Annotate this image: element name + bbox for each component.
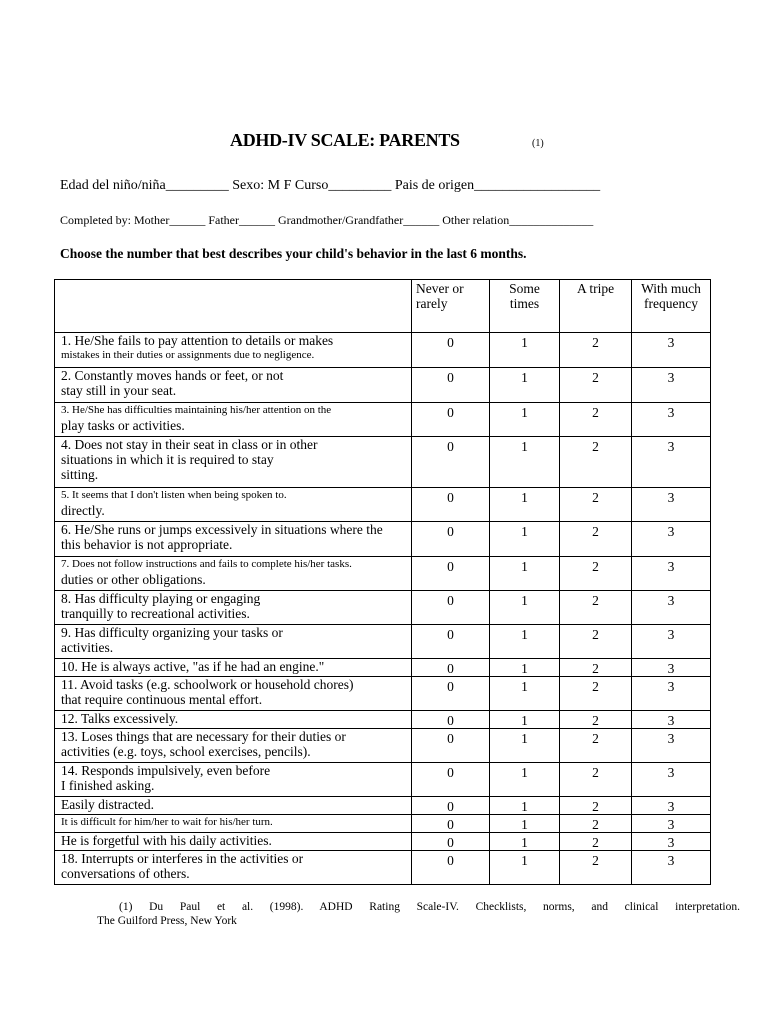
- score-cell[interactable]: 1: [490, 659, 560, 677]
- score-cell[interactable]: 2: [560, 625, 632, 659]
- score-cell[interactable]: 3: [632, 729, 711, 763]
- score-cell[interactable]: 2: [560, 557, 632, 591]
- score-cell[interactable]: 0: [412, 437, 490, 488]
- score-cell[interactable]: 1: [490, 797, 560, 815]
- item-text-cell: [55, 711, 412, 729]
- score-cell[interactable]: 3: [632, 711, 711, 729]
- col-header-never: Never or rarely: [412, 280, 490, 333]
- item-text-line: He is forgetful with his daily activities.: [61, 833, 272, 848]
- score-cell[interactable]: 3: [632, 557, 711, 591]
- score-cell[interactable]: 0: [412, 763, 490, 797]
- score-cell[interactable]: 0: [412, 833, 490, 851]
- table-row: [55, 763, 711, 797]
- score-cell[interactable]: 3: [632, 488, 711, 522]
- table-row: [55, 711, 711, 729]
- item-text-line: directly.: [61, 503, 105, 518]
- score-cell[interactable]: 1: [490, 522, 560, 557]
- table-row: [55, 833, 711, 851]
- score-cell[interactable]: 2: [560, 368, 632, 403]
- header-row: [55, 280, 711, 333]
- item-text-line: activities.: [61, 640, 114, 655]
- footnote: [97, 900, 740, 928]
- item-text-cell: [55, 522, 412, 557]
- item-text-cell: [55, 677, 412, 711]
- item-text-line: 5. It seems that I don't listen when being spoken to.: [61, 489, 287, 501]
- item-text-line: 7. Does not follow instructions and fails to complete his/her tasks.: [61, 558, 352, 570]
- score-cell[interactable]: 0: [412, 815, 490, 833]
- item-text-line: 3. He/She has difficulties maintaining his/her attention on the: [61, 404, 332, 416]
- item-text-line: 1. He/She fails to pay attention to details or makes: [61, 333, 334, 348]
- score-cell[interactable]: 2: [560, 797, 632, 815]
- score-cell[interactable]: 2: [560, 488, 632, 522]
- score-cell[interactable]: 2: [560, 677, 632, 711]
- rating-table: [54, 279, 711, 885]
- item-text-cell: [55, 488, 412, 522]
- item-text-line: tranquilly to recreational activities.: [61, 606, 250, 621]
- item-text-line: sitting.: [61, 467, 99, 482]
- score-cell[interactable]: 1: [490, 488, 560, 522]
- score-cell[interactable]: 1: [490, 557, 560, 591]
- item-text-line: stay still in your seat.: [61, 383, 177, 398]
- table-row: [55, 851, 711, 885]
- table-row: [55, 797, 711, 815]
- item-text-cell: [55, 557, 412, 591]
- score-cell[interactable]: 3: [632, 403, 711, 437]
- score-cell[interactable]: 0: [412, 851, 490, 885]
- score-cell[interactable]: 2: [560, 815, 632, 833]
- score-cell[interactable]: 2: [560, 763, 632, 797]
- item-text-line: 14. Responds impulsively, even before: [61, 763, 271, 778]
- score-cell[interactable]: 3: [632, 368, 711, 403]
- score-cell[interactable]: 1: [490, 729, 560, 763]
- table-row: [55, 625, 711, 659]
- item-text-cell: [55, 833, 412, 851]
- score-cell[interactable]: 1: [490, 711, 560, 729]
- item-text-cell: [55, 729, 412, 763]
- score-cell[interactable]: 1: [490, 833, 560, 851]
- item-text-cell: [55, 815, 412, 833]
- col-header-sometimes: Some times: [490, 280, 560, 333]
- score-cell[interactable]: 1: [490, 625, 560, 659]
- score-cell[interactable]: 3: [632, 763, 711, 797]
- score-cell[interactable]: 0: [412, 403, 490, 437]
- score-cell[interactable]: 3: [632, 522, 711, 557]
- score-cell[interactable]: 3: [632, 333, 711, 368]
- table-row: [55, 333, 711, 368]
- score-cell[interactable]: 1: [490, 333, 560, 368]
- item-text-line: play tasks or activities.: [61, 418, 185, 433]
- score-cell[interactable]: 1: [490, 677, 560, 711]
- score-cell[interactable]: 3: [632, 591, 711, 625]
- score-cell[interactable]: 0: [412, 677, 490, 711]
- item-text-cell: [55, 333, 412, 368]
- table-row: [55, 522, 711, 557]
- completed-by-line: Completed by: Mother______ Father______ Grandmother/Grandfather______ Other relation______________: [60, 213, 594, 227]
- score-cell[interactable]: 2: [560, 729, 632, 763]
- item-text-cell: [55, 763, 412, 797]
- item-text-cell: [55, 851, 412, 885]
- item-text-cell: [55, 797, 412, 815]
- table-row: [55, 437, 711, 488]
- footnote-publisher: The Guilford Press, New York: [97, 915, 237, 927]
- score-cell[interactable]: 2: [560, 851, 632, 885]
- item-text-line: activities (e.g. toys, school exercises, pencils).: [61, 744, 311, 759]
- table-row: [55, 729, 711, 763]
- score-cell[interactable]: 3: [632, 797, 711, 815]
- score-cell[interactable]: 0: [412, 625, 490, 659]
- score-cell[interactable]: 2: [560, 333, 632, 368]
- footnote-citation: (1) Du Paul et al. (1998). ADHD Rating Scale-IV. Checklists, norms, and clinical interpretation.: [119, 901, 740, 913]
- score-cell[interactable]: 0: [412, 488, 490, 522]
- score-cell[interactable]: 3: [632, 851, 711, 885]
- score-cell[interactable]: 0: [412, 711, 490, 729]
- score-cell[interactable]: 2: [560, 522, 632, 557]
- score-cell[interactable]: 2: [560, 437, 632, 488]
- score-cell[interactable]: 0: [412, 729, 490, 763]
- score-cell[interactable]: 1: [490, 368, 560, 403]
- score-cell[interactable]: 0: [412, 557, 490, 591]
- item-text-line: conversations of others.: [61, 866, 190, 881]
- score-cell[interactable]: 3: [632, 833, 711, 851]
- item-text-line: 12. Talks excessively.: [61, 711, 179, 726]
- item-text-line: 18. Interrupts or interferes in the activities or: [61, 851, 304, 866]
- col-header-much-frequency: With much frequency: [632, 280, 711, 333]
- score-cell[interactable]: 0: [412, 659, 490, 677]
- table-row: [55, 488, 711, 522]
- table-row: [55, 368, 711, 403]
- score-cell[interactable]: 2: [560, 833, 632, 851]
- score-cell[interactable]: 3: [632, 659, 711, 677]
- item-text-cell: [55, 591, 412, 625]
- child-info-line: Edad del niño/niña_________ Sexo: M F Curso_________ Pais de origen__________________: [60, 178, 601, 193]
- table-row: [55, 677, 711, 711]
- score-cell[interactable]: 3: [632, 815, 711, 833]
- score-cell[interactable]: 1: [490, 851, 560, 885]
- table-row: [55, 403, 711, 437]
- item-text-line: 4. Does not stay in their seat in class or in other: [61, 437, 318, 452]
- table-row: [55, 659, 711, 677]
- table-row: [55, 591, 711, 625]
- item-text-cell: [55, 625, 412, 659]
- item-text-line: 9. Has difficulty organizing your tasks or: [61, 625, 283, 640]
- item-text-line: 10. He is always active, "as if he had an engine.": [61, 659, 325, 674]
- score-cell[interactable]: 0: [412, 368, 490, 403]
- score-cell[interactable]: 1: [490, 403, 560, 437]
- instruction-text: Choose the number that best describes your child's behavior in the last 6 months.: [60, 246, 527, 261]
- item-text-cell: [55, 659, 412, 677]
- score-cell[interactable]: 0: [412, 333, 490, 368]
- item-text-line: mistakes in their duties or assignments due to negligence.: [61, 349, 315, 361]
- item-text-cell: [55, 403, 412, 437]
- table-row: [55, 815, 711, 833]
- item-text-line: 6. He/She runs or jumps excessively in situations where the: [61, 522, 383, 537]
- score-cell[interactable]: 0: [412, 797, 490, 815]
- item-text-line: situations in which it is required to stay: [61, 452, 274, 467]
- score-cell[interactable]: 3: [632, 625, 711, 659]
- score-cell[interactable]: 3: [632, 437, 711, 488]
- item-text-line: 8. Has difficulty playing or engaging: [61, 591, 261, 606]
- score-cell[interactable]: 2: [560, 711, 632, 729]
- item-text-line: I finished asking.: [61, 778, 155, 793]
- item-text-line: duties or other obligations.: [61, 572, 206, 587]
- item-text-cell: [55, 437, 412, 488]
- score-cell[interactable]: 2: [560, 591, 632, 625]
- footnote-reference: (1): [532, 138, 544, 149]
- item-text-line: 11. Avoid tasks (e.g. schoolwork or household chores): [61, 677, 354, 692]
- score-cell[interactable]: 0: [412, 591, 490, 625]
- item-text-line: that require continuous mental effort.: [61, 692, 263, 707]
- item-text-line: this behavior is not appropriate.: [61, 537, 233, 552]
- score-cell[interactable]: 1: [490, 815, 560, 833]
- score-cell[interactable]: 1: [490, 591, 560, 625]
- score-cell[interactable]: 3: [632, 677, 711, 711]
- item-text-line: It is difficult for him/her to wait for his/her turn.: [61, 816, 273, 828]
- item-text-line: 2. Constantly moves hands or feet, or not: [61, 368, 284, 383]
- item-text-cell: [55, 368, 412, 403]
- score-cell[interactable]: 0: [412, 522, 490, 557]
- score-cell[interactable]: 1: [490, 763, 560, 797]
- item-header-cell: [55, 280, 412, 333]
- score-cell[interactable]: 1: [490, 437, 560, 488]
- item-text-line: 13. Loses things that are necessary for their duties or: [61, 729, 346, 744]
- item-text-line: Easily distracted.: [61, 797, 154, 812]
- score-cell[interactable]: 2: [560, 403, 632, 437]
- page-title: ADHD-IV SCALE: PARENTS: [230, 130, 460, 150]
- col-header-a-tripe: A tripe: [560, 280, 632, 333]
- table-row: [55, 557, 711, 591]
- score-cell[interactable]: 2: [560, 659, 632, 677]
